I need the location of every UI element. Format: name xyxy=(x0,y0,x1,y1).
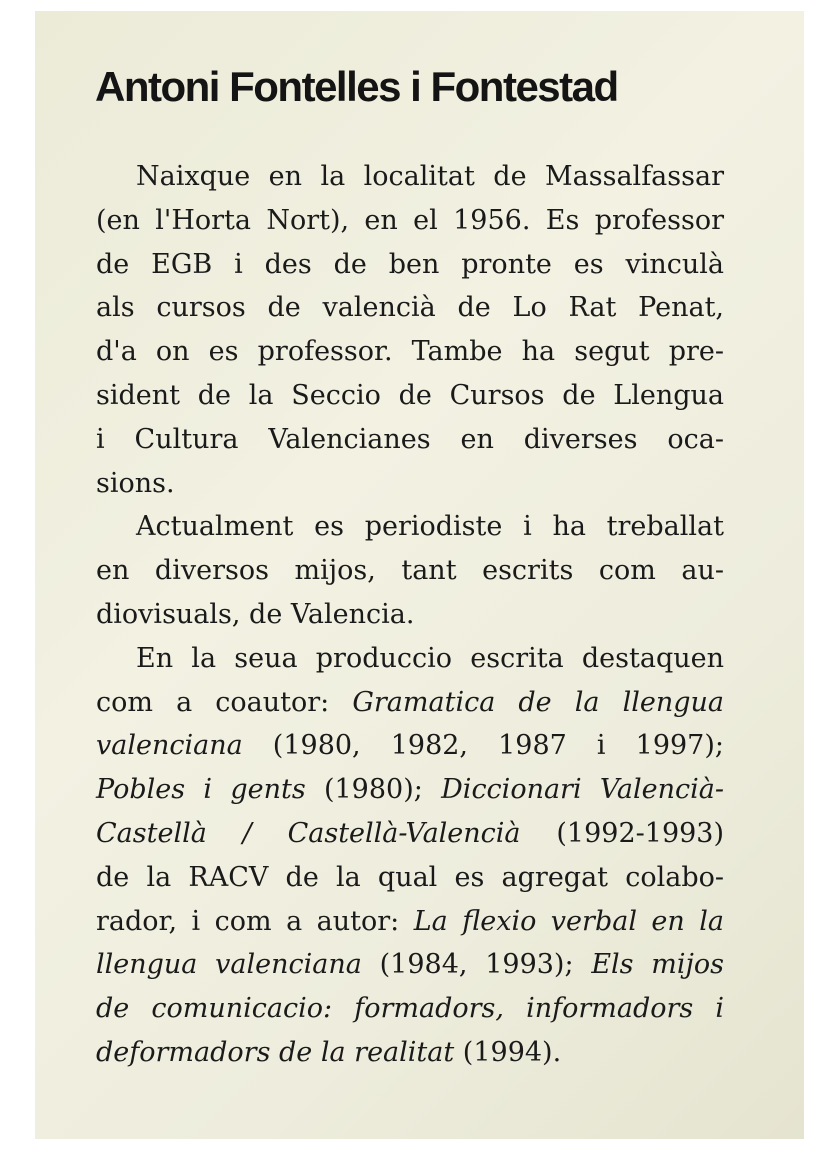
italic-title-text: La flexio verbal en la xyxy=(413,905,724,937)
text-segment: En la seua produccio escrita destaquen xyxy=(136,642,724,674)
text-line xyxy=(96,505,724,549)
text-line xyxy=(96,812,724,856)
text-line xyxy=(96,637,724,681)
text-segment: de la RACV de la qual es agregat colabo- xyxy=(96,861,724,893)
text-segment: Naixque en la localitat de Massalfassar xyxy=(136,161,724,192)
text-line xyxy=(96,374,724,418)
text-line xyxy=(96,462,724,506)
text-segment: sions. xyxy=(96,467,175,499)
text-line xyxy=(96,199,724,243)
italic-title-text: deformadors de la realitat xyxy=(96,1036,455,1068)
text-segment: (1980); xyxy=(305,774,442,806)
text-segment: (en l'Horta Nort), en el 1956. Es professor xyxy=(96,204,724,236)
text-segment: diovisuals, de Valencia. xyxy=(96,598,415,630)
text-segment: (1992-1993) xyxy=(520,817,725,849)
text-segment: (1980, 1982, 1987 i 1997); xyxy=(242,730,724,762)
text-segment: i Cultura Valencianes en diverses oca- xyxy=(96,423,724,455)
text-segment: sident de la Seccio de Cursos de Llengua xyxy=(96,379,724,411)
paragraph xyxy=(96,637,724,1075)
book-page xyxy=(35,11,804,1139)
text-line xyxy=(96,549,724,593)
italic-title-text: llengua valenciana xyxy=(96,949,362,981)
italic-title-text: Els mijos xyxy=(591,949,725,981)
text-segment: d'a on es professor. Tambe ha segut pre- xyxy=(96,336,724,368)
italic-title-text: Gramatica de la llengua xyxy=(352,686,724,718)
text-segment: de EGB i des de ben pronte es vinculà xyxy=(96,248,724,280)
text-line xyxy=(96,681,724,725)
italic-title-text: Pobles i gents xyxy=(96,774,306,806)
text-line xyxy=(96,987,724,1031)
italic-title-text: valenciana xyxy=(96,730,243,762)
text-line xyxy=(96,155,724,199)
text-line xyxy=(96,856,724,900)
text-segment: als cursos de valencià de Lo Rat Penat, xyxy=(96,292,724,324)
text-segment: Actualment es periodiste i ha treballat xyxy=(136,511,724,543)
text-line xyxy=(96,243,724,287)
italic-title-text: Diccionari Valencià- xyxy=(441,774,724,806)
author-name-heading: Antoni Fontelles i Fontestad xyxy=(95,63,618,110)
text-line xyxy=(96,593,724,637)
text-line xyxy=(96,1031,724,1075)
text-line xyxy=(96,900,724,944)
biography-text xyxy=(96,155,724,1075)
text-line xyxy=(96,724,724,768)
italic-title-text: de comunicacio: formadors, informadors i xyxy=(96,993,724,1025)
paragraph xyxy=(96,505,724,636)
text-segment: (1984, 1993); xyxy=(361,949,592,981)
text-segment: com a coautor: xyxy=(96,686,353,718)
text-segment: en diversos mijos, tant escrits com au- xyxy=(96,555,724,587)
text-line xyxy=(96,943,724,987)
text-line xyxy=(96,286,724,330)
italic-title-text: Castellà / Castellà-Valencià xyxy=(96,817,521,849)
text-segment: rador, i com a autor: xyxy=(96,905,414,937)
text-line xyxy=(96,330,724,374)
text-line xyxy=(96,418,724,462)
text-line xyxy=(96,768,724,812)
paragraph xyxy=(96,155,724,505)
text-segment: (1994). xyxy=(454,1036,562,1068)
